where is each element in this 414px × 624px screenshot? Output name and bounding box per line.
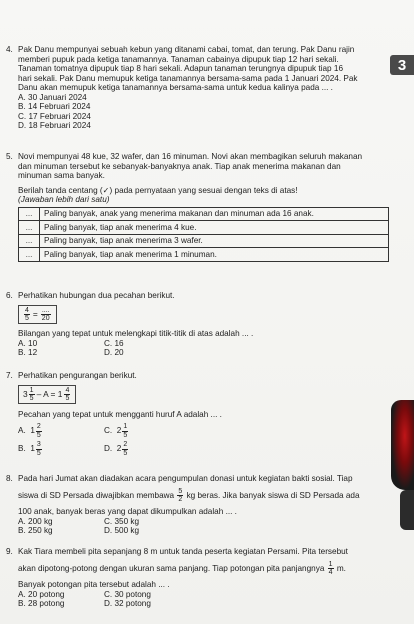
equation-middle: – A = 1 (36, 388, 63, 399)
question-number: 4. (6, 45, 13, 54)
question-text-line: dan minuman tersebut ke sebanyak-banyaknya anak. Tiap anak menerima makanan dan (18, 161, 341, 171)
whole-number: 2 (116, 444, 122, 453)
subtraction-equation-box (18, 385, 76, 405)
option-b[interactable] (18, 440, 104, 458)
question-text-line: Banyak potongan pita tersebut adalah ... . (18, 580, 170, 590)
question-text-line: Novi mempunyai 48 kue, 32 wafer, dan 16 minuman. Novi akan membagikan seluruh makanan (18, 152, 363, 161)
option-c[interactable]: C. 30 potong (104, 590, 151, 599)
option-b[interactable]: B. 12 (18, 348, 38, 358)
answer-options (18, 93, 398, 131)
page-number-badge: 3 (390, 55, 414, 75)
option-a[interactable]: A. 200 kg (18, 517, 53, 526)
option-c[interactable] (104, 422, 204, 440)
option-label: B. (18, 444, 26, 453)
fraction (64, 387, 70, 403)
checkbox-cell[interactable]: ... (19, 248, 40, 262)
option-label: D. (104, 444, 113, 453)
answer-options (18, 339, 398, 358)
question-text-line: 100 anak, banyak beras yang dapat dikumpulkan adalah ... . (18, 507, 237, 517)
table-row (19, 234, 389, 248)
option-c[interactable]: C. 17 Februari 2024 (18, 111, 91, 121)
option-a[interactable]: A. 30 Januari 2024 (18, 92, 87, 102)
denominator: 5 (65, 395, 70, 402)
statement-cell: Paling banyak, tiap anak menerima 4 kue. (40, 221, 389, 235)
denominator: 20 (41, 315, 50, 322)
table-row (19, 248, 389, 262)
denominator: 5 (25, 315, 29, 322)
option-a[interactable]: A. 10 (18, 339, 38, 348)
whole-number: 1 (30, 444, 35, 453)
denominator: 4 (328, 569, 333, 576)
question-text-line: hari sekali. Pak Danu memupuk ketiga tanamannya bersama-sama pada 1 Januari 2024. Pak (18, 73, 358, 83)
fraction (122, 441, 128, 457)
question-9 (6, 547, 408, 609)
text-part: siswa di SD Persada diwajibkan membawa (18, 490, 175, 500)
option-b[interactable]: B. 250 kg (18, 526, 53, 536)
fraction-equation-box (18, 305, 57, 325)
question-text: Perhatikan hubungan dua pecahan berikut. (18, 291, 175, 300)
checkbox-cell[interactable]: ... (19, 221, 40, 235)
option-c[interactable]: C. 350 kg (104, 517, 140, 526)
denominator: 5 (29, 395, 34, 402)
option-label: A. (18, 426, 26, 435)
option-d[interactable]: D. 500 kg (104, 526, 140, 536)
option-d[interactable] (104, 440, 204, 458)
statement-cell: Paling banyak, tiap anak menerima 3 wafer. (40, 234, 389, 248)
denominator: 5 (123, 431, 128, 439)
text-part: akan dipotong-potong dengan ukuran sama panjang. Tiap potongan pita panjangnya (18, 563, 325, 573)
fraction (328, 561, 334, 577)
option-b[interactable]: B. 28 potong (18, 599, 65, 609)
question-text: Perhatikan pengurangan berikut. (18, 371, 137, 380)
option-a[interactable] (18, 422, 104, 440)
option-c[interactable]: C. 16 (104, 339, 124, 348)
statement-cell: Paling banyak, anak yang menerima makanan dan minuman ada 16 anak. (40, 207, 389, 221)
numerator: 1 (123, 423, 128, 431)
numerator: 2 (36, 423, 41, 431)
question-text-line: Pak Danu mempunyai sebuah kebun yang ditanami cabai, tomat, dan terung. Pak Danu rajin (18, 45, 355, 54)
fraction (29, 387, 35, 403)
denominator: 5 (123, 449, 128, 457)
edge-photo-artifact (400, 490, 414, 530)
edge-photo-artifact (391, 400, 414, 490)
denominator: 5 (36, 431, 41, 439)
question-prompt: Bilangan yang tepat untuk melengkapi titik-titik di atas adalah ... . (18, 329, 254, 339)
question-text-line: memberi pupuk pada ketiga tanamannya. Tanaman cabainya dipupuk tiap 12 hari sekali. (18, 54, 339, 64)
question-prompt: Pecahan yang tepat untuk mengganti huruf A adalah ... . (18, 410, 222, 420)
numerator: .... (41, 306, 50, 314)
question-number: 9. (6, 547, 13, 556)
table-row (19, 207, 389, 221)
whole-number: 1 (30, 426, 35, 435)
numerator: 2 (123, 441, 128, 449)
note-text: (Jawaban lebih dari satu) (18, 195, 110, 205)
table-row (19, 221, 389, 235)
denominator: 5 (36, 449, 41, 457)
statement-cell: Paling banyak, tiap anak menerima 1 minuman. (40, 248, 389, 262)
question-5 (6, 152, 398, 262)
question-text-line: Kak Tiara membeli pita sepanjang 8 m untuk tanda peserta kegiatan Persami. Pita tersebut (18, 547, 348, 556)
answer-options (18, 517, 408, 536)
whole-number: 3 (23, 388, 28, 399)
whole-number: 2 (116, 426, 122, 435)
fraction (24, 307, 30, 323)
mixed-fraction (117, 440, 129, 458)
option-d[interactable]: D. 20 (104, 348, 124, 358)
numerator: 1 (29, 386, 34, 394)
text-part: m. (336, 563, 346, 573)
numerator: 4 (25, 306, 29, 314)
checklist-table (18, 207, 389, 262)
answer-options (18, 590, 408, 609)
question-8 (6, 474, 408, 536)
question-number: 6. (6, 291, 13, 300)
option-b[interactable]: B. 14 Februari 2024 (18, 102, 91, 112)
mixed-fraction (117, 422, 129, 440)
question-number: 5. (6, 152, 13, 161)
answer-options (18, 422, 388, 458)
fraction (41, 307, 51, 323)
question-text-line: minuman sama banyak. (18, 171, 105, 181)
question-7 (6, 371, 388, 458)
question-number: 7. (6, 371, 13, 380)
equals-sign: = (32, 308, 38, 319)
option-d[interactable]: D. 18 Februari 2024 (18, 121, 91, 131)
numerator: 1 (328, 560, 333, 568)
fraction (177, 488, 183, 504)
numerator: 3 (36, 441, 41, 449)
numerator: 5 (178, 487, 183, 495)
instruction-text: Berilah tanda centang (✓) pada pernyataan yang sesuai dengan teks di atas! (18, 185, 298, 195)
fraction (36, 441, 42, 457)
checkbox-cell[interactable]: ... (19, 234, 40, 248)
checkbox-cell[interactable]: ... (19, 207, 40, 221)
question-number: 8. (6, 474, 13, 483)
fraction (122, 423, 128, 439)
option-label: C. (104, 426, 113, 435)
question-text-line: Tanaman tomatnya dipupuk tiap 8 hari sekali. Adapun tanaman terungnya dipupuk tiap 16 (18, 64, 343, 74)
text-part: kg beras. Jika banyak siswa di SD Persada ada (186, 490, 360, 500)
numerator: 4 (65, 386, 70, 394)
mixed-fraction (30, 440, 42, 458)
question-text-line (18, 488, 408, 504)
option-d[interactable]: D. 32 potong (104, 599, 151, 609)
question-text-line (18, 561, 408, 577)
question-6 (6, 291, 398, 358)
question-text-line: Danu akan memupuk ketiga tanamannya bersama-sama untuk kedua kalinya pada ... . (18, 83, 333, 93)
question-text-line: Pada hari Jumat akan diadakan acara pengumpulan donasi untuk kegiatan bakti sosial. Tiap (18, 474, 353, 483)
fraction (36, 423, 42, 439)
option-a[interactable]: A. 20 potong (18, 590, 65, 599)
denominator: 2 (178, 496, 183, 503)
mixed-fraction (30, 422, 42, 440)
question-4 (6, 45, 398, 131)
